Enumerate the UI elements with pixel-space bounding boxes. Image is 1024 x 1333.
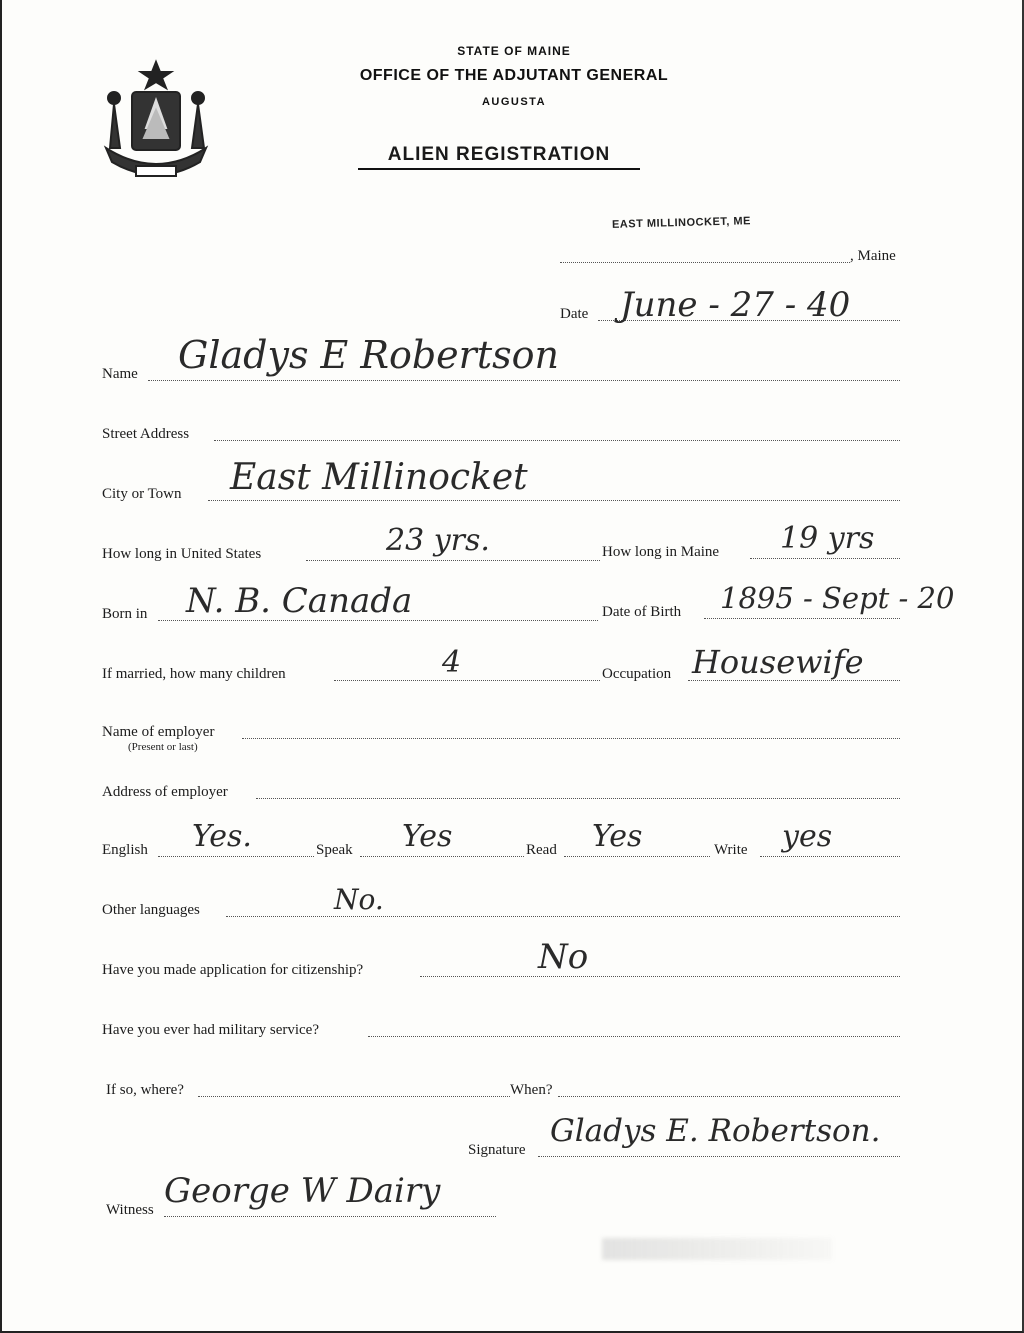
employer-sublabel: (Present or last) xyxy=(128,741,198,753)
write-line xyxy=(760,856,900,857)
name-line xyxy=(148,380,900,381)
birthplace-value[interactable]: N. B. Canada xyxy=(186,581,413,621)
signature-label: Signature xyxy=(468,1142,526,1158)
write-label: Write xyxy=(714,842,748,858)
witness-value[interactable]: George W Dairy xyxy=(164,1171,441,1211)
employer-line xyxy=(242,738,900,739)
city-value[interactable]: East Millinocket xyxy=(230,457,528,498)
english-line xyxy=(158,856,314,857)
birthplace-label: Born in xyxy=(102,606,148,622)
witness-line xyxy=(164,1216,496,1217)
maine-duration-value[interactable]: 19 yrs xyxy=(780,521,875,556)
children-value[interactable]: 4 xyxy=(442,645,462,680)
citizenship-value[interactable]: No xyxy=(538,937,589,977)
dob-label: Date of Birth xyxy=(602,604,682,620)
english-value[interactable]: Yes. xyxy=(192,819,252,854)
us-duration-label: How long in United States xyxy=(102,546,262,562)
employer-address-line xyxy=(256,798,900,799)
signature-line xyxy=(538,1156,900,1157)
read-line xyxy=(564,856,710,857)
english-label: English xyxy=(102,842,148,858)
street-line xyxy=(214,440,900,441)
maine-suffix: , Maine xyxy=(850,248,896,264)
where-line xyxy=(198,1096,510,1097)
write-value[interactable]: yes xyxy=(782,819,833,854)
street-label: Street Address xyxy=(102,426,190,442)
signature-value[interactable]: Gladys E. Robertson. xyxy=(550,1113,881,1149)
where-label: If so, where? xyxy=(106,1082,184,1098)
other-languages-value[interactable]: No. xyxy=(334,883,384,916)
citizenship-label: Have you made application for citizenship? xyxy=(102,962,364,978)
dob-line xyxy=(704,618,900,619)
when-label: When? xyxy=(510,1082,553,1098)
military-label: Have you ever had military service? xyxy=(102,1022,319,1038)
dob-value[interactable]: 1895 - Sept - 20 xyxy=(720,581,955,615)
read-label: Read xyxy=(526,842,557,858)
maine-duration-line xyxy=(750,558,900,559)
speak-line xyxy=(360,856,524,857)
speak-label: Speak xyxy=(316,842,353,858)
children-line xyxy=(334,680,600,681)
date-label: Date xyxy=(560,306,589,322)
city-heading: AUGUSTA xyxy=(481,96,547,108)
other-languages-line xyxy=(226,916,900,917)
city-label: City or Town xyxy=(102,486,182,502)
date-value[interactable]: June - 27 - 40 xyxy=(620,285,851,325)
when-line xyxy=(558,1096,900,1097)
read-value[interactable]: Yes xyxy=(592,819,643,854)
us-duration-line xyxy=(306,560,600,561)
town-stamp: EAST MILLINOCKET, ME xyxy=(611,215,752,231)
other-languages-label: Other languages xyxy=(102,902,200,918)
office-heading: OFFICE OF THE ADJUTANT GENERAL xyxy=(359,67,669,84)
employer-label: Name of employer xyxy=(102,724,215,740)
occupation-value[interactable]: Housewife xyxy=(692,643,864,681)
name-value[interactable]: Gladys E Robertson xyxy=(178,333,559,377)
children-label: If married, how many children xyxy=(102,666,286,682)
maine-duration-label: How long in Maine xyxy=(602,544,720,560)
witness-label: Witness xyxy=(106,1202,154,1218)
faded-stamp-mark xyxy=(602,1238,832,1260)
form-title: ALIEN REGISTRATION xyxy=(358,144,640,170)
state-heading: STATE OF MAINE xyxy=(457,44,571,58)
city-line xyxy=(208,500,900,501)
us-duration-value[interactable]: 23 yrs. xyxy=(386,523,490,558)
citizenship-line xyxy=(420,976,900,977)
speak-value[interactable]: Yes xyxy=(402,819,453,854)
town-line xyxy=(560,262,850,263)
name-label: Name xyxy=(102,366,138,382)
occupation-label: Occupation xyxy=(602,666,672,682)
employer-address-label: Address of employer xyxy=(102,784,228,800)
military-line xyxy=(368,1036,900,1037)
